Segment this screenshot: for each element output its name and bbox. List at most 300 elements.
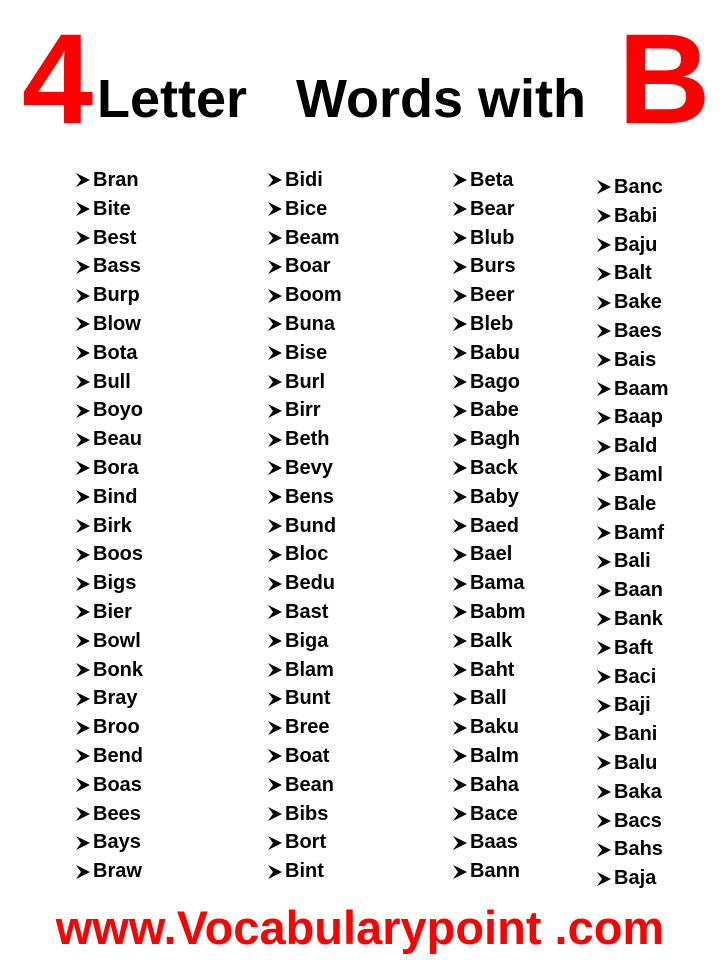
word-text: Bowl xyxy=(93,629,141,652)
arrow-bullet-icon xyxy=(266,373,284,391)
arrow-bullet-icon xyxy=(595,351,613,369)
word-list-item xyxy=(266,742,342,771)
word-list-item xyxy=(266,857,342,886)
word-list-item xyxy=(266,252,342,281)
word-list-item xyxy=(595,202,668,231)
word-text: Bree xyxy=(285,716,330,739)
word-text: Baes xyxy=(614,319,662,342)
word-text: Bais xyxy=(614,348,657,371)
arrow-bullet-icon xyxy=(451,402,469,420)
word-column-4 xyxy=(595,173,668,893)
word-list-item xyxy=(595,461,668,490)
word-list-item xyxy=(74,425,143,454)
word-text: Bale xyxy=(614,492,657,515)
word-text: Babu xyxy=(470,341,520,364)
arrow-bullet-icon xyxy=(266,546,284,564)
word-text: Bedu xyxy=(285,572,335,595)
arrow-bullet-icon xyxy=(266,747,284,765)
word-list-item xyxy=(451,742,526,771)
word-text: Blow xyxy=(93,312,141,335)
word-text: Bota xyxy=(93,341,138,364)
word-text: Bonk xyxy=(93,658,143,681)
word-list-item xyxy=(595,547,668,576)
word-text: Balt xyxy=(614,262,652,285)
word-list-item xyxy=(266,166,342,195)
word-text: Bull xyxy=(93,370,131,393)
word-text: Best xyxy=(93,226,137,249)
word-text: Bali xyxy=(614,550,651,573)
arrow-bullet-icon xyxy=(595,553,613,571)
word-list-item xyxy=(595,778,668,807)
arrow-bullet-icon xyxy=(266,719,284,737)
word-text: Bora xyxy=(93,456,139,479)
word-list-item xyxy=(74,454,143,483)
arrow-bullet-icon xyxy=(451,315,469,333)
arrow-bullet-icon xyxy=(74,459,92,477)
arrow-bullet-icon xyxy=(74,258,92,276)
word-text: Blub xyxy=(470,226,515,249)
word-text: Baji xyxy=(614,694,651,717)
word-text: Blam xyxy=(285,658,334,681)
word-list-item xyxy=(595,173,668,202)
word-text: Balu xyxy=(614,751,658,774)
word-text: Beer xyxy=(470,284,515,307)
arrow-bullet-icon xyxy=(451,229,469,247)
word-text: Bast xyxy=(285,600,329,623)
word-text: Bani xyxy=(614,723,658,746)
word-text: Bray xyxy=(93,687,138,710)
arrow-bullet-icon xyxy=(74,488,92,506)
word-text: Bald xyxy=(614,435,658,458)
arrow-bullet-icon xyxy=(451,661,469,679)
arrow-bullet-icon xyxy=(451,575,469,593)
word-list-item xyxy=(74,339,143,368)
arrow-bullet-icon xyxy=(451,344,469,362)
word-text: Boas xyxy=(93,773,142,796)
arrow-bullet-icon xyxy=(595,870,613,888)
page-title xyxy=(0,0,720,150)
arrow-bullet-icon xyxy=(595,783,613,801)
word-text: Boom xyxy=(285,284,342,307)
arrow-bullet-icon xyxy=(451,459,469,477)
word-column-3 xyxy=(451,166,526,886)
word-list-item xyxy=(451,713,526,742)
word-text: Birr xyxy=(285,399,321,422)
arrow-bullet-icon xyxy=(74,402,92,420)
arrow-bullet-icon xyxy=(451,719,469,737)
word-list-item xyxy=(595,864,668,893)
word-list-item xyxy=(74,281,143,310)
title-number: 4 xyxy=(22,8,92,151)
word-list-item xyxy=(595,691,668,720)
arrow-bullet-icon xyxy=(451,287,469,305)
arrow-bullet-icon xyxy=(74,747,92,765)
word-list-item xyxy=(595,317,668,346)
word-list-item xyxy=(266,771,342,800)
arrow-bullet-icon xyxy=(451,603,469,621)
word-text: Braw xyxy=(93,860,142,883)
arrow-bullet-icon xyxy=(451,200,469,218)
word-list-item xyxy=(266,828,342,857)
arrow-bullet-icon xyxy=(595,841,613,859)
word-list-item xyxy=(266,281,342,310)
word-list-item xyxy=(74,684,143,713)
word-list-item xyxy=(74,742,143,771)
arrow-bullet-icon xyxy=(74,575,92,593)
word-list-item xyxy=(451,857,526,886)
arrow-bullet-icon xyxy=(74,719,92,737)
word-list-item xyxy=(451,627,526,656)
word-text: Baap xyxy=(614,406,663,429)
word-text: Baha xyxy=(470,773,519,796)
word-text: Bran xyxy=(93,169,139,191)
word-list-item xyxy=(74,512,143,541)
word-list-item xyxy=(266,396,342,425)
word-list-item xyxy=(74,857,143,886)
word-list-item xyxy=(266,656,342,685)
word-text: Bunt xyxy=(285,687,331,710)
word-text: Bigs xyxy=(93,572,137,595)
arrow-bullet-icon xyxy=(595,236,613,254)
title-letter-b: B xyxy=(618,8,711,151)
word-text: Balk xyxy=(470,629,513,652)
word-text: Boat xyxy=(285,744,330,767)
arrow-bullet-icon xyxy=(266,776,284,794)
word-text: Buna xyxy=(285,312,335,335)
word-list-item xyxy=(266,598,342,627)
word-list-item xyxy=(266,627,342,656)
word-text: Bier xyxy=(93,600,132,623)
arrow-bullet-icon xyxy=(74,661,92,679)
arrow-bullet-icon xyxy=(595,265,613,283)
word-list-item xyxy=(595,605,668,634)
arrow-bullet-icon xyxy=(74,517,92,535)
word-text: Biga xyxy=(285,629,329,652)
arrow-bullet-icon xyxy=(451,747,469,765)
arrow-bullet-icon xyxy=(451,258,469,276)
arrow-bullet-icon xyxy=(595,495,613,513)
arrow-bullet-icon xyxy=(451,517,469,535)
word-text: Burl xyxy=(285,370,325,393)
arrow-bullet-icon xyxy=(451,834,469,852)
word-list-item xyxy=(266,713,342,742)
word-list-item xyxy=(595,231,668,260)
word-list-item xyxy=(451,425,526,454)
word-text: Ball xyxy=(470,687,507,710)
word-list-item xyxy=(595,835,668,864)
word-list-item xyxy=(266,512,342,541)
word-list-item xyxy=(74,224,143,253)
word-list-item xyxy=(266,224,342,253)
word-text: Bees xyxy=(93,802,141,825)
arrow-bullet-icon xyxy=(595,639,613,657)
arrow-bullet-icon xyxy=(74,171,92,189)
arrow-bullet-icon xyxy=(451,632,469,650)
word-text: Baam xyxy=(614,377,669,400)
word-text: Baht xyxy=(470,658,515,681)
arrow-bullet-icon xyxy=(595,524,613,542)
word-list-item xyxy=(74,195,143,224)
word-list-item xyxy=(451,224,526,253)
arrow-bullet-icon xyxy=(595,207,613,225)
word-text: Bean xyxy=(285,773,334,796)
word-list-item xyxy=(451,454,526,483)
word-text: Baed xyxy=(470,514,519,537)
word-text: Balm xyxy=(470,744,519,767)
arrow-bullet-icon xyxy=(595,466,613,484)
arrow-bullet-icon xyxy=(266,488,284,506)
arrow-bullet-icon xyxy=(74,200,92,218)
arrow-bullet-icon xyxy=(595,582,613,600)
word-text: Bael xyxy=(470,543,513,566)
word-text: Bank xyxy=(614,607,663,630)
word-column-1 xyxy=(74,166,143,886)
word-text: Babm xyxy=(470,600,526,623)
arrow-bullet-icon xyxy=(266,344,284,362)
word-list-item xyxy=(74,540,143,569)
word-list-item xyxy=(74,396,143,425)
word-text: Beam xyxy=(285,226,340,249)
word-list-item xyxy=(451,771,526,800)
word-list-item xyxy=(595,720,668,749)
word-text: Bloc xyxy=(285,543,329,566)
arrow-bullet-icon xyxy=(266,690,284,708)
arrow-bullet-icon xyxy=(74,431,92,449)
word-text: Bacs xyxy=(614,809,662,832)
arrow-bullet-icon xyxy=(595,610,613,628)
word-text: Boos xyxy=(93,543,143,566)
word-text: Bort xyxy=(285,831,327,854)
word-list-item xyxy=(266,425,342,454)
word-text: Bidi xyxy=(285,169,323,191)
arrow-bullet-icon xyxy=(74,373,92,391)
arrow-bullet-icon xyxy=(595,322,613,340)
word-list-item xyxy=(451,540,526,569)
word-list-item xyxy=(595,432,668,461)
word-text: Babi xyxy=(614,204,658,227)
arrow-bullet-icon xyxy=(595,668,613,686)
word-list-item xyxy=(74,771,143,800)
arrow-bullet-icon xyxy=(595,380,613,398)
word-text: Bibs xyxy=(285,802,329,825)
word-text: Bend xyxy=(93,744,143,767)
arrow-bullet-icon xyxy=(266,661,284,679)
arrow-bullet-icon xyxy=(74,863,92,881)
word-text: Bint xyxy=(285,860,324,883)
word-text: Broo xyxy=(93,716,140,739)
arrow-bullet-icon xyxy=(266,431,284,449)
word-list-item xyxy=(266,310,342,339)
arrow-bullet-icon xyxy=(595,178,613,196)
word-text: Baft xyxy=(614,636,653,659)
title-letter-text: Letter xyxy=(97,69,248,129)
arrow-bullet-icon xyxy=(74,776,92,794)
arrow-bullet-icon xyxy=(74,546,92,564)
word-list-item xyxy=(266,800,342,829)
word-list-item xyxy=(451,598,526,627)
arrow-bullet-icon xyxy=(266,632,284,650)
word-text: Bise xyxy=(285,341,328,364)
word-text: Bice xyxy=(285,197,328,220)
arrow-bullet-icon xyxy=(266,575,284,593)
word-list-item xyxy=(451,656,526,685)
word-text: Bind xyxy=(93,485,138,508)
word-list-item xyxy=(266,195,342,224)
word-list-item xyxy=(595,259,668,288)
word-text: Bite xyxy=(93,197,131,220)
word-text: Bago xyxy=(470,370,520,393)
word-text: Birk xyxy=(93,514,132,537)
arrow-bullet-icon xyxy=(266,805,284,823)
word-text: Burp xyxy=(93,284,140,307)
word-list-item xyxy=(74,310,143,339)
word-text: Baci xyxy=(614,665,657,688)
word-list-item xyxy=(451,396,526,425)
arrow-bullet-icon xyxy=(74,834,92,852)
word-text: Bama xyxy=(470,572,525,595)
arrow-bullet-icon xyxy=(266,287,284,305)
word-text: Babe xyxy=(470,399,519,422)
arrow-bullet-icon xyxy=(451,431,469,449)
arrow-bullet-icon xyxy=(74,632,92,650)
word-list-item xyxy=(451,569,526,598)
arrow-bullet-icon xyxy=(595,438,613,456)
word-text: Bays xyxy=(93,831,141,854)
arrow-bullet-icon xyxy=(74,315,92,333)
arrow-bullet-icon xyxy=(266,517,284,535)
word-text: Baku xyxy=(470,716,519,739)
word-list-item xyxy=(451,252,526,281)
word-text: Burs xyxy=(470,255,516,278)
word-text: Bevy xyxy=(285,456,333,479)
word-text: Banc xyxy=(614,176,663,198)
word-text: Bagh xyxy=(470,428,520,451)
word-text: Bann xyxy=(470,860,520,883)
word-list-item xyxy=(74,800,143,829)
word-list-item xyxy=(595,807,668,836)
arrow-bullet-icon xyxy=(595,726,613,744)
word-column-2 xyxy=(266,166,342,886)
word-list-item xyxy=(595,346,668,375)
word-list-item xyxy=(451,483,526,512)
word-list-item xyxy=(451,828,526,857)
arrow-bullet-icon xyxy=(595,754,613,772)
word-list-item xyxy=(74,627,143,656)
arrow-bullet-icon xyxy=(74,805,92,823)
word-list-item xyxy=(266,368,342,397)
word-list-item xyxy=(266,684,342,713)
word-text: Bahs xyxy=(614,838,663,861)
arrow-bullet-icon xyxy=(266,315,284,333)
arrow-bullet-icon xyxy=(451,776,469,794)
word-list-item xyxy=(451,684,526,713)
title-words-with-text: Words with xyxy=(296,69,586,129)
word-text: Baja xyxy=(614,867,657,890)
word-list-item xyxy=(74,656,143,685)
arrow-bullet-icon xyxy=(595,294,613,312)
arrow-bullet-icon xyxy=(266,834,284,852)
word-list-item xyxy=(451,800,526,829)
word-list-item xyxy=(74,569,143,598)
word-list-item xyxy=(595,663,668,692)
arrow-bullet-icon xyxy=(74,690,92,708)
word-list-item xyxy=(595,576,668,605)
word-list-item xyxy=(74,598,143,627)
word-list-item xyxy=(595,749,668,778)
arrow-bullet-icon xyxy=(266,229,284,247)
word-list-item xyxy=(74,252,143,281)
word-text: Boyo xyxy=(93,399,143,422)
arrow-bullet-icon xyxy=(266,200,284,218)
arrow-bullet-icon xyxy=(266,863,284,881)
arrow-bullet-icon xyxy=(451,805,469,823)
word-text: Baas xyxy=(470,831,518,854)
word-list-item xyxy=(266,540,342,569)
word-list-item xyxy=(595,403,668,432)
word-text: Baka xyxy=(614,780,662,803)
word-list-item xyxy=(74,166,143,195)
word-list-item xyxy=(451,310,526,339)
word-text: Beau xyxy=(93,428,142,451)
word-text: Bund xyxy=(285,514,337,537)
word-text: Beth xyxy=(285,428,330,451)
arrow-bullet-icon xyxy=(451,171,469,189)
word-text: Bamf xyxy=(614,521,665,544)
word-list-item xyxy=(74,828,143,857)
word-text: Baju xyxy=(614,233,658,256)
arrow-bullet-icon xyxy=(595,409,613,427)
word-text: Baan xyxy=(614,579,663,602)
word-list-item xyxy=(451,368,526,397)
arrow-bullet-icon xyxy=(74,344,92,362)
arrow-bullet-icon xyxy=(266,171,284,189)
word-text: Bleb xyxy=(470,312,514,335)
word-list-item xyxy=(74,713,143,742)
word-list-item xyxy=(266,569,342,598)
word-list-item xyxy=(74,368,143,397)
word-list-item xyxy=(595,490,668,519)
word-list-item xyxy=(266,454,342,483)
word-list-item xyxy=(595,519,668,548)
arrow-bullet-icon xyxy=(266,402,284,420)
word-list-item xyxy=(595,375,668,404)
arrow-bullet-icon xyxy=(74,603,92,621)
word-list-item xyxy=(451,339,526,368)
word-list-item xyxy=(451,512,526,541)
arrow-bullet-icon xyxy=(595,812,613,830)
arrow-bullet-icon xyxy=(74,287,92,305)
word-list-item xyxy=(451,281,526,310)
word-list-item xyxy=(266,483,342,512)
word-list-item xyxy=(595,288,668,317)
word-text: Back xyxy=(470,456,518,479)
arrow-bullet-icon xyxy=(266,258,284,276)
arrow-bullet-icon xyxy=(451,863,469,881)
arrow-bullet-icon xyxy=(595,697,613,715)
word-text: Beta xyxy=(470,169,514,191)
footer-website: www.Vocabularypoint .com xyxy=(55,901,665,954)
word-list-item xyxy=(451,166,526,195)
word-text: Baby xyxy=(470,485,519,508)
word-list-item xyxy=(74,483,143,512)
word-text: Bear xyxy=(470,197,515,220)
word-text: Bens xyxy=(285,485,334,508)
arrow-bullet-icon xyxy=(451,488,469,506)
arrow-bullet-icon xyxy=(266,459,284,477)
word-list-item xyxy=(451,195,526,224)
arrow-bullet-icon xyxy=(74,229,92,247)
arrow-bullet-icon xyxy=(451,546,469,564)
